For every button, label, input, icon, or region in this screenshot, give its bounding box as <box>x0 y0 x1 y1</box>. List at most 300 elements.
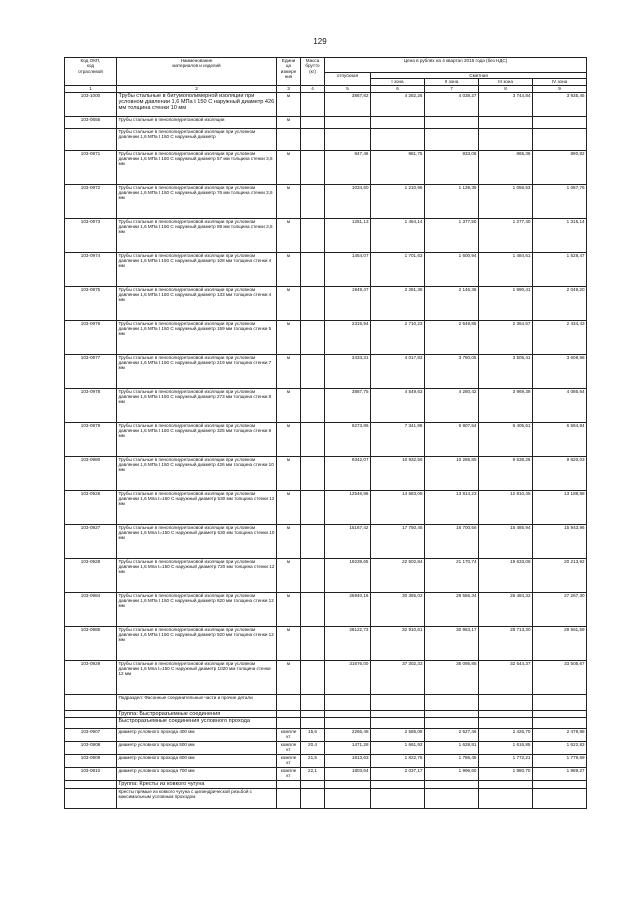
price-zone-1 <box>371 710 425 717</box>
price-zone-2 <box>425 717 479 728</box>
item-mass: 15,6 <box>301 728 325 741</box>
item-code: 103-0910 <box>65 767 117 780</box>
price-zone-1: 1 822,76 <box>371 754 425 767</box>
table-header <box>65 58 587 93</box>
price-zone-3: 1 056,53 <box>479 184 533 218</box>
item-mass <box>301 780 325 788</box>
header-name <box>117 58 277 86</box>
price-zone-1: 30 355,02 <box>371 592 425 626</box>
release-price: 3433,31 <box>325 354 371 388</box>
price-zone-1 <box>371 128 425 150</box>
item-code: 103-0907 <box>65 728 117 741</box>
item-code: 103-0972 <box>65 184 117 218</box>
price-zone-1: 1 661,93 <box>371 741 425 754</box>
item-name: Трубы стальные в пенополиуретановой изоляции при условном давлении 1,6 Мпа t=150 С наружный диаметр 630 мм толщина стенки 10 мм <box>117 524 277 558</box>
header-code <box>65 58 117 86</box>
price-zone-1: 4 282,26 <box>371 92 425 116</box>
price-zone-4: 13 188,88 <box>533 490 587 524</box>
item-mass: 22,1 <box>301 767 325 780</box>
price-zone-2 <box>425 710 479 717</box>
price-zone-2: 1 139,39 <box>425 184 479 218</box>
price-zone-2: 6 907,54 <box>425 422 479 456</box>
item-unit: м <box>277 184 301 218</box>
price-zone-4: 1 087,76 <box>533 184 587 218</box>
price-zone-3 <box>479 717 533 728</box>
price-zone-1 <box>371 694 425 710</box>
item-mass <box>301 660 325 694</box>
item-code: 103-0908 <box>65 741 117 754</box>
column-number: 9 <box>533 85 587 92</box>
table-row <box>65 741 587 754</box>
item-code: 103-0927 <box>65 524 117 558</box>
price-zone-2: 1 628,81 <box>425 741 479 754</box>
price-zone-4: 1 989,27 <box>533 767 587 780</box>
column-number: 7 <box>425 85 479 92</box>
item-mass <box>301 116 325 128</box>
release-price <box>325 694 371 710</box>
table-body <box>65 92 587 808</box>
release-price: 28122,73 <box>325 626 371 660</box>
price-zone-2: 21 170,74 <box>425 558 479 592</box>
header-mass-line: брутто <box>305 63 320 69</box>
price-zone-3 <box>479 780 533 788</box>
release-price: 25940,16 <box>325 592 371 626</box>
table-row <box>65 320 587 354</box>
header-zone: III зона <box>479 79 533 85</box>
item-unit: м <box>277 660 301 694</box>
price-zone-1: 981,75 <box>371 150 425 184</box>
price-zone-1: 2 037,17 <box>371 767 425 780</box>
item-code: 103-0979 <box>65 422 117 456</box>
item-unit: м <box>277 422 301 456</box>
price-zone-2: 1 600,94 <box>425 252 479 286</box>
item-name: Трубы стальные в пенополиуретановой изоляции при условном давлении 1,6 МПа t 150 С наружный диаметр 159 мм толщина стенки 5 мм <box>117 320 277 354</box>
item-name: диаметр условного прохода 600 мм <box>117 754 277 767</box>
item-unit: м <box>277 626 301 660</box>
price-zone-3: 3 505,41 <box>479 354 533 388</box>
price-zone-3: 2 426,70 <box>479 728 533 741</box>
release-price <box>325 710 371 717</box>
price-zone-1: 2 281,36 <box>371 286 425 320</box>
price-zone-1 <box>371 717 425 728</box>
price-zone-2: 30 963,17 <box>425 626 479 660</box>
price-zone-3: 1 277,40 <box>479 218 533 252</box>
item-mass <box>301 218 325 252</box>
item-unit: компле кт <box>277 741 301 754</box>
header-unit-line: Едини <box>281 58 296 63</box>
price-zone-3: 3 969,39 <box>479 388 533 422</box>
price-zone-2: 35 095,85 <box>425 660 479 694</box>
price-zone-4: 9 820,03 <box>533 456 587 490</box>
release-price: 1803,64 <box>325 767 371 780</box>
item-name: Трубы стальные в пенополиуретановой изоляции при условном давлении 1,6 МПа t 150 С наружный диаметр 89 мм толщина стенки 3,5 мм <box>117 218 277 252</box>
price-zone-1: 1 464,14 <box>371 218 425 252</box>
price-zone-4: 1 779,69 <box>533 754 587 767</box>
price-zone-4: 2 479,88 <box>533 728 587 741</box>
price-zone-3: 26 484,32 <box>479 592 533 626</box>
item-mass <box>301 286 325 320</box>
table-row <box>65 354 587 388</box>
item-mass <box>301 456 325 490</box>
item-code: 103-1000 <box>65 92 117 116</box>
price-zone-4: 1 622,83 <box>533 741 587 754</box>
price-zone-3 <box>479 694 533 710</box>
price-zone-4 <box>533 694 587 710</box>
item-mass <box>301 422 325 456</box>
item-code <box>65 780 117 788</box>
item-mass <box>301 592 325 626</box>
item-mass <box>301 184 325 218</box>
price-zone-4: 1 315,14 <box>533 218 587 252</box>
price-zone-3: 9 538,26 <box>479 456 533 490</box>
release-price: 6273,86 <box>325 422 371 456</box>
release-price: 1949,47 <box>325 286 371 320</box>
item-name: Подраздел: Фасонные соединительные части и прочие детали <box>117 694 277 710</box>
price-zone-1: 2 585,08 <box>371 728 425 741</box>
item-unit: м <box>277 252 301 286</box>
table-row <box>65 286 587 320</box>
price-zone-3: 19 633,08 <box>479 558 533 592</box>
price-zone-1: 1 210,96 <box>371 184 425 218</box>
item-name: Трубы стальные в пенополиуретановой изоляции при условном давлении 1,6 МПа t 150 С наружный диаметр 57 мм толщина стенки 3,5 мм <box>117 150 277 184</box>
price-zone-4 <box>533 710 587 717</box>
item-unit: м <box>277 218 301 252</box>
item-name: Трубы стальные в пенополиуретановой изоляции при условном давлении 1,6 МПа t 150 С наружный диаметр 325 мм толщина стенки 8 мм <box>117 422 277 456</box>
table-row <box>65 694 587 710</box>
header-unit-line: измере <box>280 68 297 74</box>
price-zone-1: 1 701,63 <box>371 252 425 286</box>
price-zone-3 <box>479 116 533 128</box>
table-row <box>65 728 587 741</box>
item-unit: м <box>277 320 301 354</box>
price-zone-2 <box>425 788 479 808</box>
item-unit: м <box>277 150 301 184</box>
item-unit: м <box>277 354 301 388</box>
price-table <box>64 57 587 809</box>
price-zone-3: 1 616,85 <box>479 741 533 754</box>
table-row <box>65 490 587 524</box>
price-zone-4: 3 935,45 <box>533 92 587 116</box>
item-name: Трубы стальные в битумополимерной изоляции при условном давлении 1,6 МПа t 150 С наружный диаметр 426 мм толщина стенки 10 мм <box>117 92 277 116</box>
price-zone-1: 4 017,83 <box>371 354 425 388</box>
table-row <box>65 456 587 490</box>
item-mass <box>301 320 325 354</box>
item-mass <box>301 710 325 717</box>
price-zone-2: 1 786,45 <box>425 754 479 767</box>
item-code: 103-0929 <box>65 660 117 694</box>
header-zone: IV зона <box>533 79 587 85</box>
item-mass <box>301 717 325 728</box>
item-code <box>65 128 117 150</box>
item-code: 103-0976 <box>65 320 117 354</box>
item-name: Трубы стальные в пенополиуретановой изоляции при условном давлении 1,6 МПа t 150 С наружный диаметр 426 мм толщина стенки 10 мм <box>117 456 277 490</box>
item-name: Трубы стальные в пенополиуретановой изоляции при условном давлении 1,6 МПа t 150 С наружный диаметр 820 мм толщина стенки 12 мм <box>117 592 277 626</box>
price-zone-2: 2 146,36 <box>425 286 479 320</box>
item-code: 103-0909 <box>65 754 117 767</box>
price-zone-1: 32 910,61 <box>371 626 425 660</box>
table-row <box>65 252 587 286</box>
item-code: 103-0655 <box>65 116 117 128</box>
item-mass <box>301 626 325 660</box>
table-row <box>65 116 587 128</box>
item-unit: м <box>277 92 301 116</box>
item-unit <box>277 717 301 728</box>
table-row <box>65 780 587 788</box>
release-price: 1251,13 <box>325 218 371 252</box>
item-code: 103-0971 <box>65 150 117 184</box>
item-code <box>65 710 117 717</box>
price-zone-4: 15 943,96 <box>533 524 587 558</box>
table-row <box>65 754 587 767</box>
release-price: 1613,63 <box>325 754 371 767</box>
release-price: 1034,60 <box>325 184 371 218</box>
price-zone-4: 4 086,64 <box>533 388 587 422</box>
header-mass-line: Масса <box>305 58 320 63</box>
item-unit: м <box>277 592 301 626</box>
release-price: 3887,75 <box>325 388 371 422</box>
price-zone-1: 10 932,56 <box>371 456 425 490</box>
price-zone-2 <box>425 694 479 710</box>
item-mass <box>301 558 325 592</box>
item-code: 103-0926 <box>65 490 117 524</box>
item-name: Трубы стальные в пенополиуретановой изоляции при условном давлении 1,6 МПа t 150 С наружный диаметр <box>117 128 277 150</box>
table-row <box>65 558 587 592</box>
release-price <box>325 780 371 788</box>
price-zone-4: 3 608,96 <box>533 354 587 388</box>
item-code <box>65 717 117 728</box>
price-zone-2: 933,06 <box>425 150 479 184</box>
header-unit <box>277 58 301 86</box>
price-zone-2: 2 549,85 <box>425 320 479 354</box>
header-code-line: код <box>86 63 95 69</box>
release-price <box>325 788 371 808</box>
price-zone-4 <box>533 116 587 128</box>
price-zone-1: 2 710,23 <box>371 320 425 354</box>
item-unit: компле кт <box>277 728 301 741</box>
item-name: Трубы стальные в пенополиуретановой изоляции при условном давлении 1,6 МПа t 150 С наружный диаметр 219 мм толщина стенки 7 мм <box>117 354 277 388</box>
price-zone-1: 14 683,08 <box>371 490 425 524</box>
item-mass: 20,4 <box>301 741 325 754</box>
table-row <box>65 92 587 116</box>
table-row <box>65 660 587 694</box>
price-zone-4 <box>533 128 587 150</box>
column-number: 5 <box>325 85 371 92</box>
price-zone-2: 28 556,34 <box>425 592 479 626</box>
item-mass <box>301 788 325 808</box>
column-number: 4 <box>301 85 325 92</box>
header-name-line: материалов и изделий <box>172 63 221 69</box>
release-price: 2315,94 <box>325 320 371 354</box>
price-zone-4 <box>533 788 587 808</box>
price-zone-3: 3 744,84 <box>479 92 533 116</box>
table-row <box>65 184 587 218</box>
price-zone-3 <box>479 128 533 150</box>
release-price: 3867,82 <box>325 92 371 116</box>
item-code <box>65 694 117 710</box>
price-zone-4: 20 213,92 <box>533 558 587 592</box>
price-zone-4: 27 267,30 <box>533 592 587 626</box>
release-price: 2266,48 <box>325 728 371 741</box>
item-mass <box>301 128 325 150</box>
item-name: Трубы стальные в пенополиуретановой изоляции при условном давлении 1,6 МПа t 150 С наружный диаметр 76 мм толщина стенки 3,5 мм <box>117 184 277 218</box>
item-unit: м <box>277 388 301 422</box>
price-zone-2: 3 780,05 <box>425 354 479 388</box>
price-zone-1: 4 549,63 <box>371 388 425 422</box>
price-zone-3 <box>479 788 533 808</box>
price-zone-2 <box>425 780 479 788</box>
price-zone-2 <box>425 128 479 150</box>
price-zone-3: 12 810,45 <box>479 490 533 524</box>
item-mass <box>301 252 325 286</box>
header-release-price: отпускная <box>325 73 371 86</box>
table-row <box>65 388 587 422</box>
header-unit-line: ца <box>285 63 292 69</box>
price-zone-4: 1 528,47 <box>533 252 587 286</box>
item-unit: м <box>277 456 301 490</box>
item-code <box>65 788 117 808</box>
table-row <box>65 422 587 456</box>
item-name: диаметр условного прохода 500 мм <box>117 741 277 754</box>
column-number: 8 <box>479 85 533 92</box>
item-unit <box>277 694 301 710</box>
item-mass <box>301 694 325 710</box>
price-zone-3: 28 713,30 <box>479 626 533 660</box>
table-row <box>65 128 587 150</box>
price-zone-3: 865,36 <box>479 150 533 184</box>
column-number-row <box>65 85 587 92</box>
release-price: 1454,07 <box>325 252 371 286</box>
release-price: 15167,42 <box>325 524 371 558</box>
column-number: 6 <box>371 85 425 92</box>
item-unit <box>277 710 301 717</box>
price-zone-3: 1 484,61 <box>479 252 533 286</box>
price-zone-2: 2 527,46 <box>425 728 479 741</box>
item-name: Трубы стальные в пенополиуретановой изоляции при условном давлении 1,6 МПа t 150 С наружный диаметр 133 мм толщина стенки 4 мм <box>117 286 277 320</box>
header-estimate-price: Сметная <box>371 73 587 79</box>
release-price: 1471,28 <box>325 741 371 754</box>
table-row <box>65 524 587 558</box>
header-zone: II зона <box>425 79 479 85</box>
release-price: 12546,96 <box>325 490 371 524</box>
price-zone-2: 4 038,27 <box>425 92 479 116</box>
item-mass <box>301 524 325 558</box>
item-name: Группа: Быстроразъемные соединения <box>117 710 277 717</box>
price-zone-3: 6 405,61 <box>479 422 533 456</box>
table-row <box>65 788 587 808</box>
item-unit <box>277 780 301 788</box>
item-code: 103-0974 <box>65 252 117 286</box>
item-code: 103-0928 <box>65 558 117 592</box>
price-zone-4: 890,82 <box>533 150 587 184</box>
item-unit <box>277 128 301 150</box>
price-zone-4: 2 434,43 <box>533 320 587 354</box>
item-mass <box>301 490 325 524</box>
price-zone-3: 32 544,37 <box>479 660 533 694</box>
item-code: 103-0984 <box>65 592 117 626</box>
price-zone-1 <box>371 788 425 808</box>
price-zone-1: 22 502,84 <box>371 558 425 592</box>
item-name: Трубы стальные в пенополиуретановой изоляции при условном давлении 1,6 МПа t 150 С наружный диаметр 920 мм толщина стенки 12 мм <box>117 626 277 660</box>
price-zone-2: 4 280,42 <box>425 388 479 422</box>
header-mass-line: (кг) <box>309 68 316 74</box>
price-zone-1: 7 341,98 <box>371 422 425 456</box>
release-price: 19239,65 <box>325 558 371 592</box>
release-price: 847,46 <box>325 150 371 184</box>
price-zone-4: 2 049,20 <box>533 286 587 320</box>
item-code: 103-0980 <box>65 456 117 490</box>
column-number: 2 <box>117 85 277 92</box>
price-zone-2: 1 377,50 <box>425 218 479 252</box>
table-row <box>65 717 587 728</box>
price-zone-1 <box>371 116 425 128</box>
item-mass <box>301 150 325 184</box>
item-name: Трубы стальные в пенополиуретановой изоляции при условном давлении 1,6 Мпа t=150 С наружный диаметр 530 мм толщина стенки 12 мм <box>117 490 277 524</box>
item-unit: компле кт <box>277 767 301 780</box>
item-unit: м <box>277 286 301 320</box>
price-zone-3: 1 772,21 <box>479 754 533 767</box>
column-number: 3 <box>277 85 301 92</box>
item-name: диаметр условного прохода 400 мм <box>117 728 277 741</box>
item-name: Быстроразъемные соединения условного прохода <box>117 717 277 728</box>
item-unit: м <box>277 524 301 558</box>
price-zone-2: 13 814,23 <box>425 490 479 524</box>
item-mass <box>301 388 325 422</box>
table-row <box>65 218 587 252</box>
item-unit: м <box>277 558 301 592</box>
price-zone-3: 15 485,94 <box>479 524 533 558</box>
price-zone-4: 29 561,59 <box>533 626 587 660</box>
price-zone-1: 37 302,33 <box>371 660 425 694</box>
item-name: Трубы стальные в пенополиуретановой изоляции при условном давлении 1,6 Мпа t=150 С наружный диаметр 1020 мм толщина стенки 12 мм <box>117 660 277 694</box>
price-zone-1 <box>371 780 425 788</box>
item-code: 103-0985 <box>65 626 117 660</box>
price-zone-3: 1 990,41 <box>479 286 533 320</box>
release-price <box>325 116 371 128</box>
price-zone-1: 17 750,45 <box>371 524 425 558</box>
item-unit: компле кт <box>277 754 301 767</box>
item-name: Трубы стальные в пенополиуретановой изоляции при условном давлении 1,6 МПа t 150 С наружный диаметр 108 мм толщина стенки 4 мм <box>117 252 277 286</box>
release-price <box>325 717 371 728</box>
item-mass: 21,5 <box>301 754 325 767</box>
price-zone-4: 33 505,67 <box>533 660 587 694</box>
item-name: Трубы стальные в пенополиуретановой изоляции при условном давлении 1,6 МПа t 150 С наружный диаметр 273 мм толщина стенки 8 мм <box>117 388 277 422</box>
release-price <box>325 128 371 150</box>
table-row <box>65 592 587 626</box>
item-code: 103-0973 <box>65 218 117 252</box>
table-row <box>65 150 587 184</box>
item-name: диаметр условного прохода 700 мм <box>117 767 277 780</box>
item-code: 103-0975 <box>65 286 117 320</box>
price-zone-2: 16 700,56 <box>425 524 479 558</box>
item-unit <box>277 788 301 808</box>
table-row <box>65 626 587 660</box>
price-zone-3: 1 980,70 <box>479 767 533 780</box>
item-unit: м <box>277 116 301 128</box>
table-row <box>65 710 587 717</box>
price-zone-4 <box>533 717 587 728</box>
header-code-line: отраслевой <box>78 68 103 74</box>
item-name: Группа: Кресты из ковкого чугуна <box>117 780 277 788</box>
item-mass <box>301 92 325 116</box>
column-number: 1 <box>65 85 117 92</box>
header-code-line: Код ОКП, <box>80 58 101 63</box>
price-zone-2: 10 285,85 <box>425 456 479 490</box>
table-row <box>65 767 587 780</box>
release-price: 31676,00 <box>325 660 371 694</box>
price-zone-2: 1 996,60 <box>425 767 479 780</box>
item-unit: м <box>277 490 301 524</box>
price-zone-4 <box>533 780 587 788</box>
